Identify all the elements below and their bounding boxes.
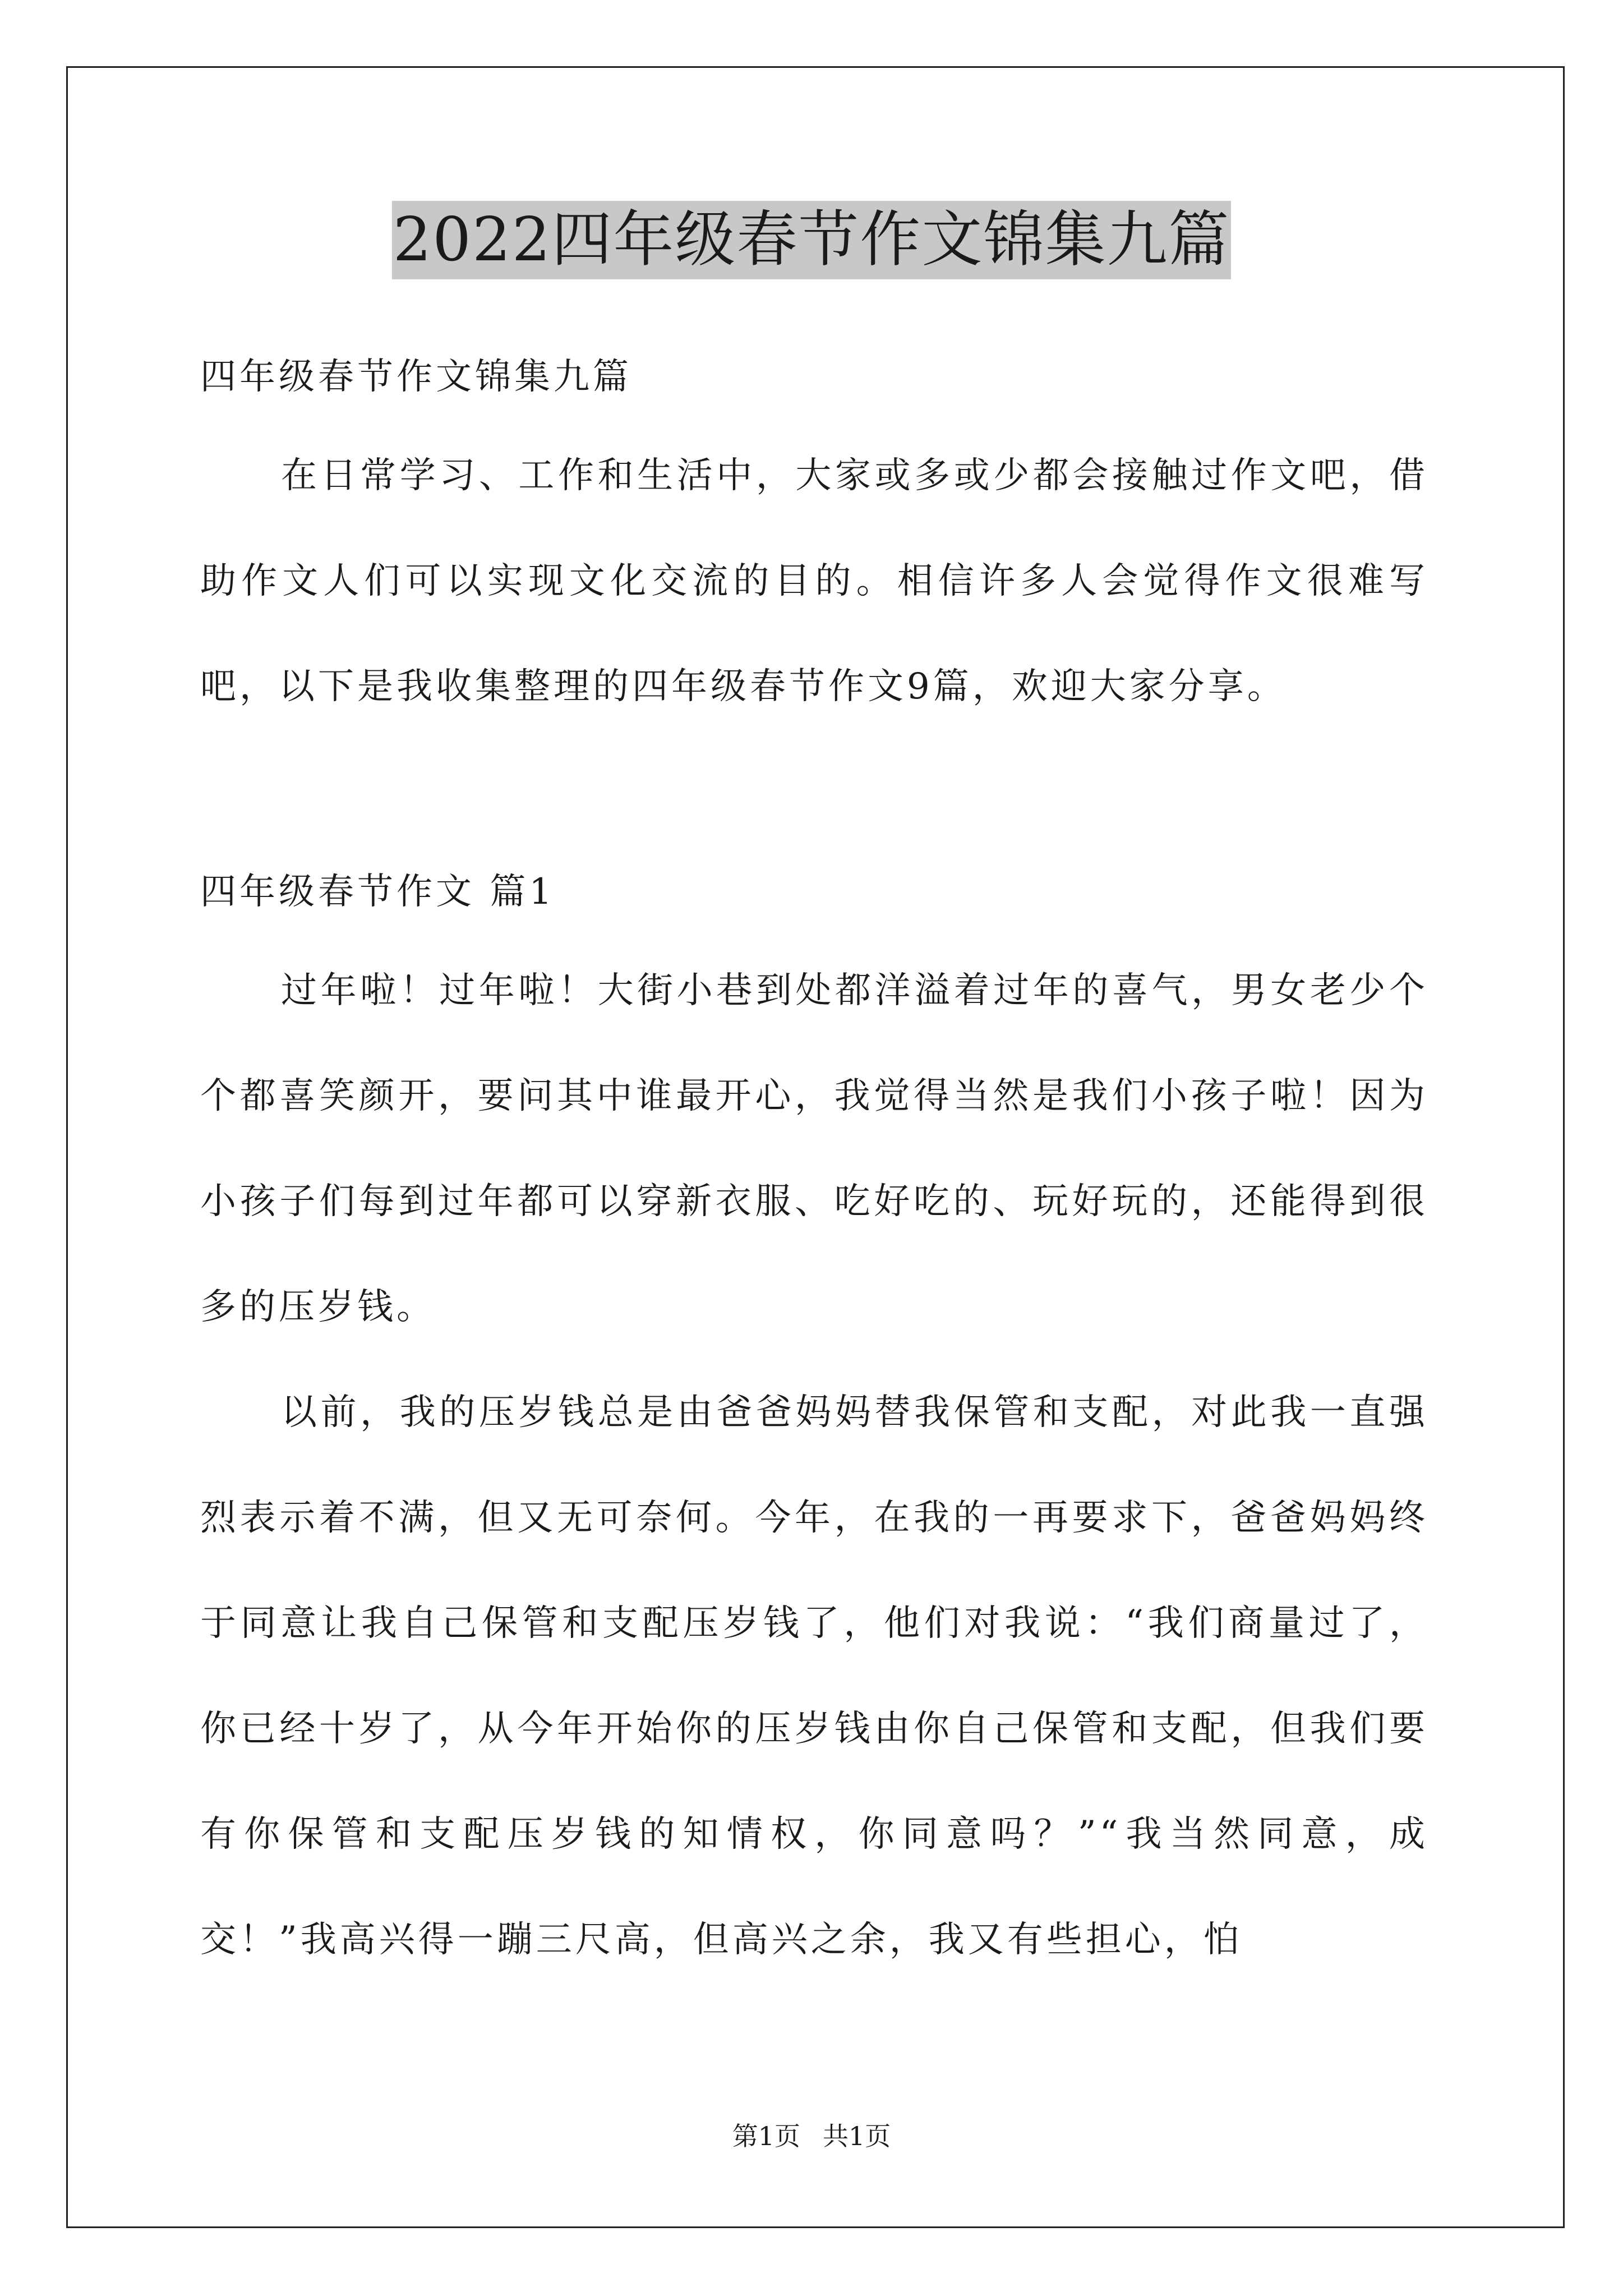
document-title <box>0 201 1623 279</box>
body-paragraph-2: 以前，我的压岁钱总是由爸爸妈妈替我保管和支配，对此我一直强烈表示着不满，但又无可奈何。今年，在我的一再要求下，爸爸妈妈终于同意让我自己保管和支配压岁钱了，他们对我说：“我们商量过了，你已经十岁了，从今年开始你的压岁钱由你自己保管和支配，但我们要有你保管和支配压岁钱的知情权，你同意吗？”“我当然同意，成交！”我高兴得一蹦三尺高，但高兴之余，我又有些担心，怕 <box>200 1392 1428 1961</box>
document-body <box>200 314 1428 1993</box>
document-subtitle: 四年级春节作文锦集九篇 <box>200 356 632 398</box>
page-number: 第1页 <box>732 2121 800 2151</box>
body-paragraph-1: 过年啦！过年啦！大街小巷到处都洋溢着过年的喜气，男女老少个个都喜笑颜开，要问其中谁最开心，我觉得当然是我们小孩子啦！因为小孩子们每到过年都可以穿新衣服、吃好吃的、玩好玩的，还能得到很多的压岁钱。 <box>200 970 1428 1328</box>
page-footer <box>0 2122 1623 2150</box>
document-title-text: 2022四年级春节作文锦集九篇 <box>392 201 1232 279</box>
page-total: 共1页 <box>823 2121 891 2151</box>
section-title: 四年级春节作文 篇1 <box>200 871 556 913</box>
intro-paragraph: 在日常学习、工作和生活中，大家或多或少都会接触过作文吧，借助作文人们可以实现文化交流的目的。相信许多人会觉得作文很难写吧，以下是我收集整理的四年级春节作文9篇，欢迎大家分享。 <box>200 455 1428 707</box>
